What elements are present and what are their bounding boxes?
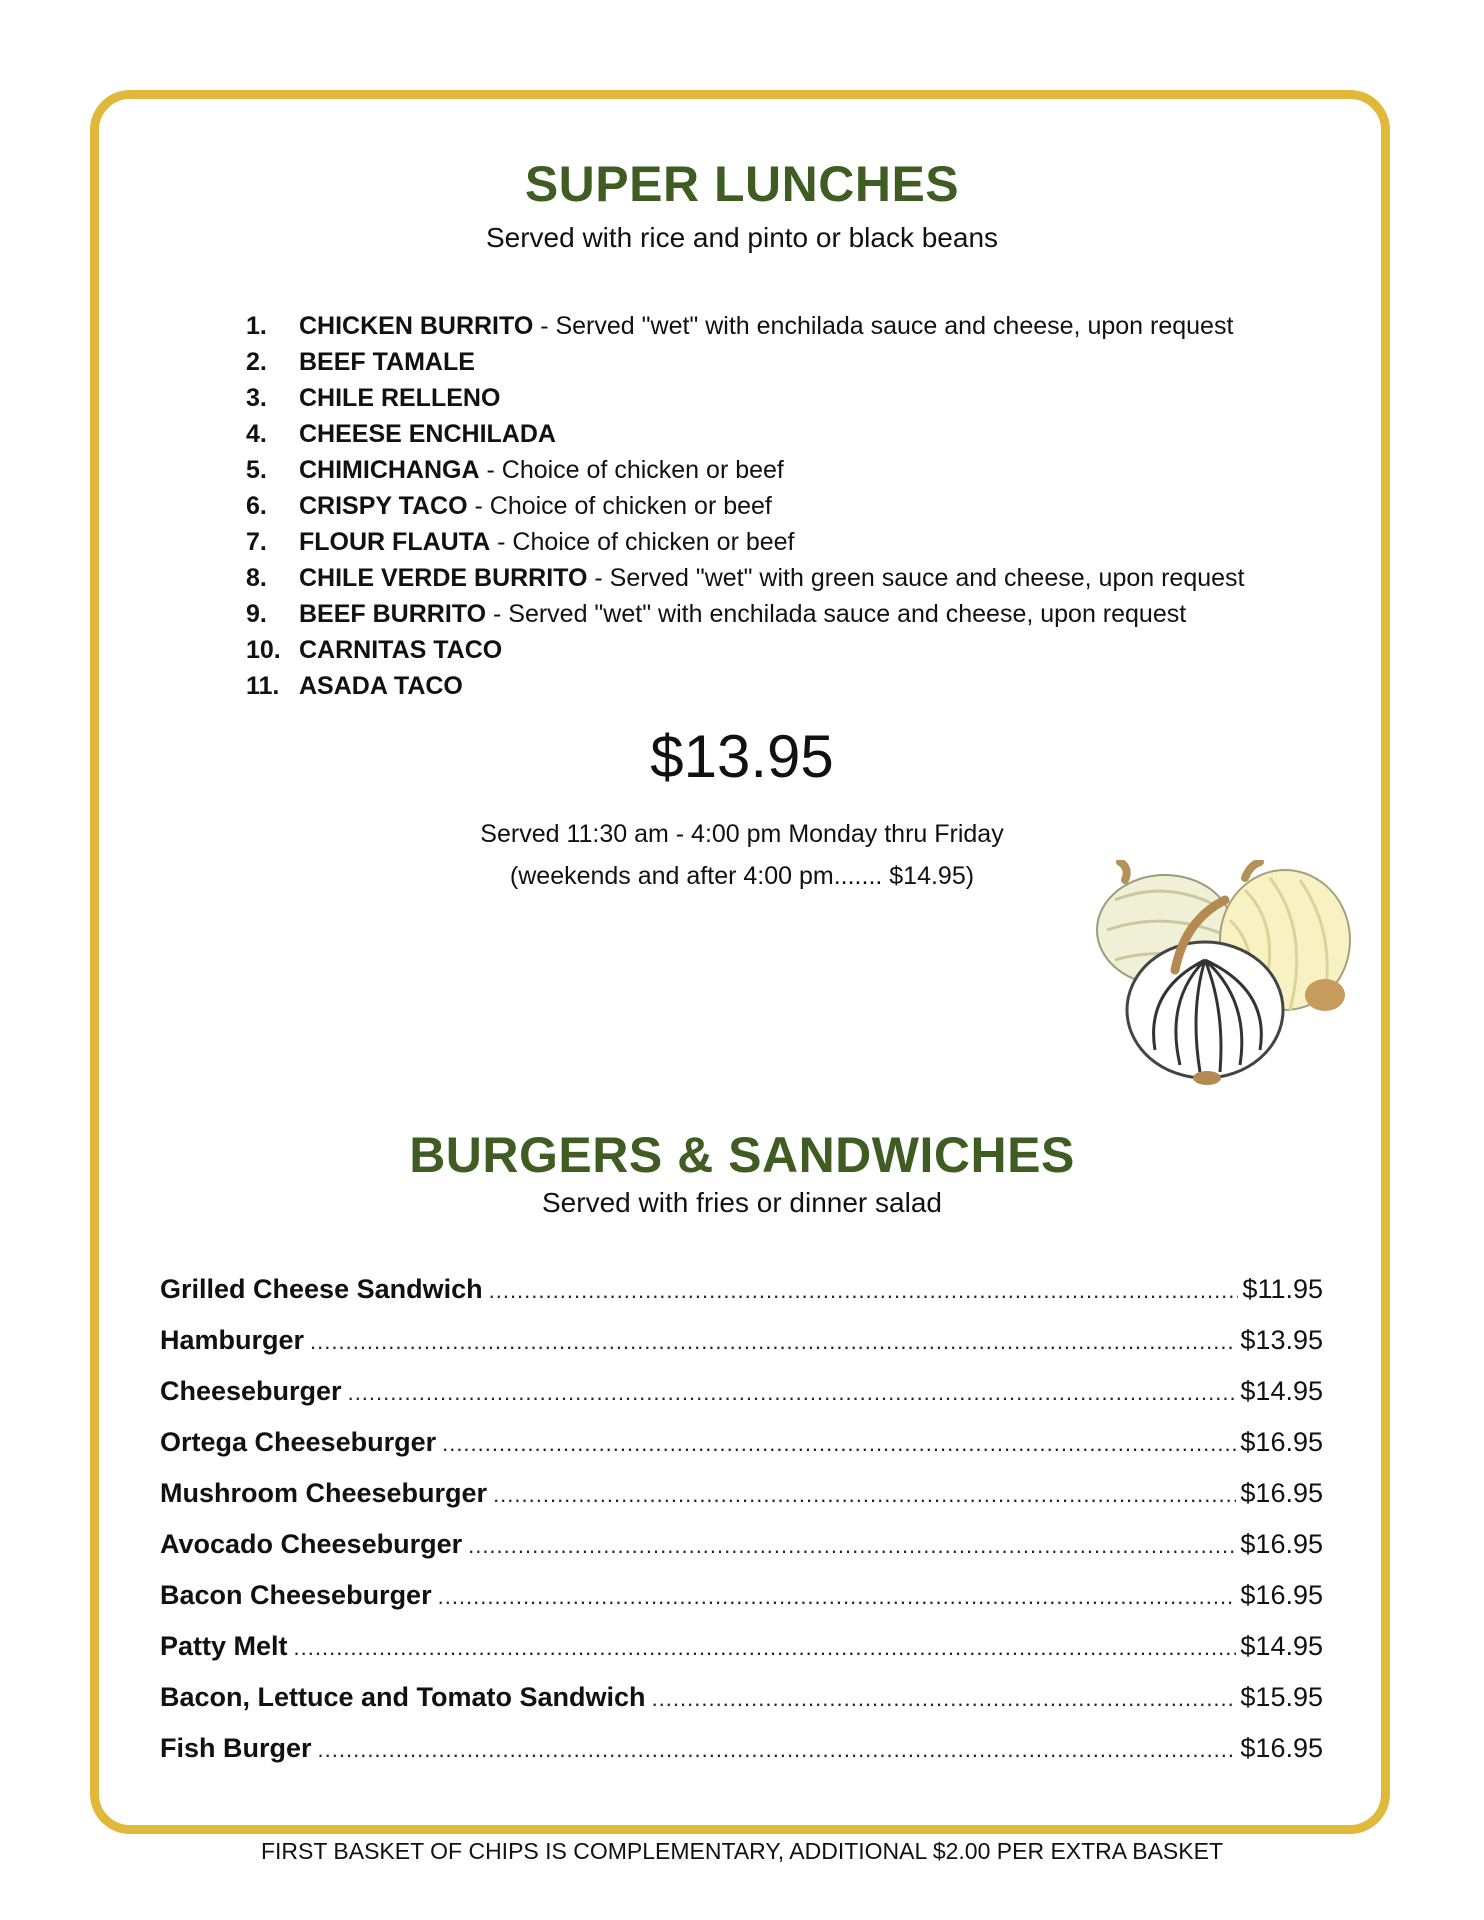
burgers-title: BURGERS & SANDWICHES: [409, 1127, 1075, 1183]
lunch-item: 10. CARNITAS TACO: [246, 636, 503, 664]
leader-dots: [468, 1520, 1236, 1571]
lunch-item: 11. ASADA TACO: [246, 672, 463, 700]
leader-dots: [310, 1316, 1236, 1367]
burger-item: Cheeseburger ..... $14.95: [160, 1366, 1323, 1417]
lunches-subtitle: Served with rice and pinto or black beans: [485, 222, 999, 253]
chips-footer-note: FIRST BASKET OF CHIPS IS COMPLEMENTARY, ADDITIONAL $2.00 PER EXTRA BASKET: [260, 1838, 1224, 1864]
leader-dots: [318, 1724, 1237, 1775]
burger-item: Fish Burger ..... $16.95: [160, 1723, 1323, 1774]
burger-item: Grilled Cheese Sandwich ..... $11.95: [160, 1264, 1323, 1315]
leader-dots: [652, 1673, 1237, 1724]
burger-item: Mushroom Cheeseburger ..... $16.95: [160, 1468, 1323, 1519]
lunch-list: [246, 308, 1244, 704]
lunches-title: SUPER LUNCHES: [524, 156, 960, 212]
lunch-item: 4. CHEESE ENCHILADA: [246, 420, 556, 448]
burger-item: Hamburger ..... $13.95: [160, 1315, 1323, 1366]
leader-dots: [348, 1367, 1237, 1418]
burgers-subtitle: Served with fries or dinner salad: [542, 1187, 942, 1218]
onions-illustration: [1085, 860, 1365, 1090]
burger-item: Patty Melt ..... $14.95: [160, 1621, 1323, 1672]
lunch-price: $13.95: [650, 723, 834, 790]
lunch-item: 7. FLOUR FLAUTA - Choice of chicken or beef: [246, 528, 795, 556]
burger-item: Bacon Cheeseburger ..... $16.95: [160, 1570, 1323, 1621]
served-hours-note: Served 11:30 am - 4:00 pm Monday thru Friday: [480, 820, 1004, 848]
lunch-item: 5. CHIMICHANGA - Choice of chicken or beef: [246, 456, 784, 484]
lunch-item: 8. CHILE VERDE BURRITO - Served "wet" with green sauce and cheese, upon request: [246, 564, 1245, 592]
lunch-item: 1. CHICKEN BURRITO - Served "wet" with enchilada sauce and cheese, upon request: [246, 312, 1234, 340]
lunch-item: 6. CRISPY TACO - Choice of chicken or beef: [246, 492, 772, 520]
leader-dots: [294, 1622, 1237, 1673]
leader-dots: [489, 1265, 1239, 1316]
leader-dots: [438, 1571, 1237, 1622]
burger-item: Ortega Cheeseburger ..... $16.95: [160, 1417, 1323, 1468]
leader-dots: [442, 1418, 1236, 1469]
burger-list: [160, 1264, 1323, 1774]
burger-item: Bacon, Lettuce and Tomato Sandwich ..... $15.95: [160, 1672, 1323, 1723]
lunch-item: 2. BEEF TAMALE: [246, 348, 475, 376]
leader-dots: [493, 1469, 1236, 1520]
burger-item: Avocado Cheeseburger ..... $16.95: [160, 1519, 1323, 1570]
weekend-price-note: (weekends and after 4:00 pm....... $14.95): [509, 862, 975, 890]
lunch-item: 9. BEEF BURRITO - Served "wet" with enchilada sauce and cheese, upon request: [246, 600, 1187, 628]
lunch-item: 3. CHILE RELLENO: [246, 384, 501, 412]
